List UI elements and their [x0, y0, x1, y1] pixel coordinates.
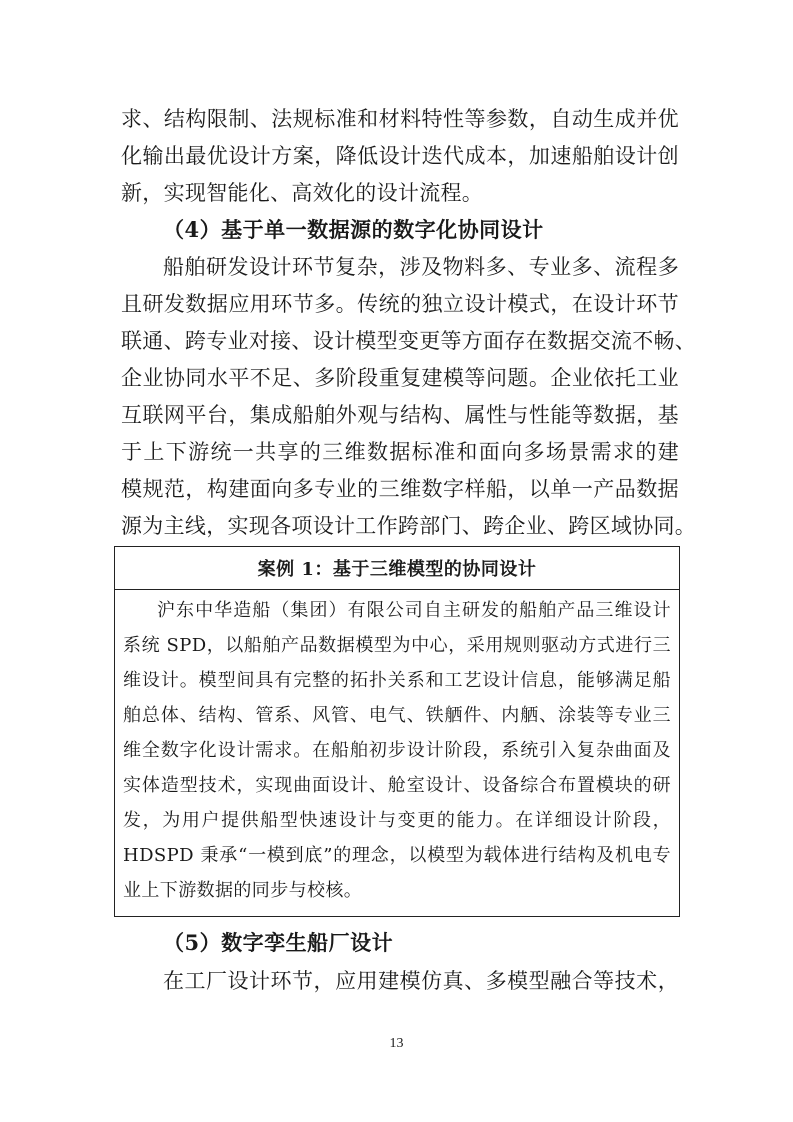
text-line: 于上下游统一共享的三维数据标准和面向多场景需求的建	[121, 440, 679, 464]
text-line: 船舶研发设计环节复杂，涉及物料多、专业多、流程多	[163, 255, 679, 279]
case-box	[114, 546, 680, 917]
text-line: 且研发数据应用环节多。传统的独立设计模式，在设计环节	[121, 292, 679, 316]
text-line: 求、结构限制、法规标准和材料特性等参数，自动生成并优	[121, 107, 679, 131]
text-line: 在工厂设计环节，应用建模仿真、多模型融合等技术，	[163, 969, 679, 993]
text-line: 模规范，构建面向多专业的三维数字样船，以单一产品数据	[121, 477, 679, 501]
text-line: 互联网平台，集成船舶外观与结构、属性与性能等数据，基	[121, 403, 679, 427]
case-title: 案例 1：基于三维模型的协同设计	[257, 559, 537, 580]
case-text-line: 业上下游数据的同步与校核。	[123, 880, 363, 901]
case-text-line: 维设计。模型间具有完整的拓扑关系和工艺设计信息，能够满足船	[123, 670, 671, 691]
text-line: 企业协同水平不足、多阶段重复建模等问题。企业依托工业	[121, 366, 679, 390]
text-line: 联通、跨专业对接、设计模型变更等方面存在数据交流不畅、	[121, 329, 697, 353]
case-text-line: 实体造型技术，实现曲面设计、舱室设计、设备综合布置模块的研	[123, 775, 671, 796]
section-heading-5: （5）数字孪生船厂设计	[163, 930, 394, 955]
case-title-row	[115, 547, 679, 590]
text-line: 源为主线，实现各项设计工作跨部门、跨企业、跨区域协同。	[121, 514, 697, 538]
page-number: 13	[389, 1036, 404, 1051]
text-line: 新，实现智能化、高效化的设计流程。	[121, 181, 484, 205]
section-heading-4: （4）基于单一数据源的数字化协同设计	[163, 217, 544, 242]
case-text-line: 发，为用户提供船型快速设计与变更的能力。在详细设计阶段，	[123, 810, 671, 831]
text-line: 化输出最优设计方案，降低设计迭代成本，加速船舶设计创	[121, 144, 679, 168]
case-text-line: 维全数字化设计需求。在船舶初步设计阶段，系统引入复杂曲面及	[123, 740, 671, 761]
case-text-line: 舶总体、结构、管系、风管、电气、铁舾件、内舾、涂装等专业三	[123, 705, 671, 726]
case-text-line: 系统 SPD，以船舶产品数据模型为中心，采用规则驱动方式进行三	[123, 635, 671, 656]
case-text-line: HDSPD 秉承“一模到底”的理念，以模型为载体进行结构及机电专	[123, 845, 671, 866]
case-text-line: 沪东中华造船（集团）有限公司自主研发的船舶产品三维设计	[157, 600, 671, 621]
